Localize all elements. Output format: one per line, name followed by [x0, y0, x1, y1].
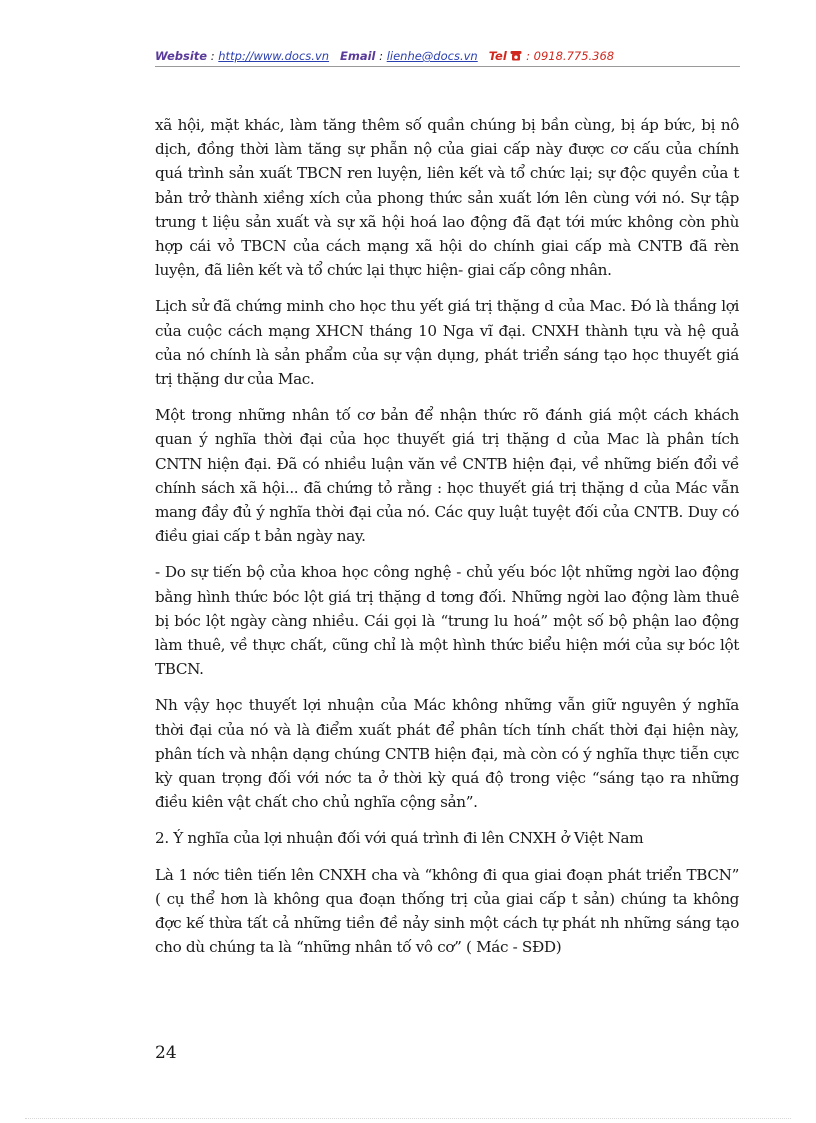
body-paragraph-2: Lịch sử đã chứng minh cho học thu yết giá trị thặng d của Mac. Đó là thắng lợi của cuộc cách mạng XHCN tháng 10 Nga vĩ đại. CNXH thành tựu và hệ quả của nó chính là sản phẩm của sự vận dụng, phát triển sáng tạo học thuyết giá trị thặng dư của Mac.	[155, 297, 739, 389]
website-label: Website	[155, 49, 208, 63]
telephone-icon	[510, 49, 522, 63]
email-sep: :	[375, 49, 387, 63]
body-paragraph-5: Nh vậy học thuyết lợi nhuận của Mác không những vẫn giữ nguyên ý nghĩa thời đại của nó và là điểm xuất phát để phân tích tính chất thời đại hiện này, phân tích và nhận dạng chúng CNTB hiện đại, mà còn có ý nghĩa thực tiễn cực kỳ quan trọng đối với nớc ta ở thời kỳ quá độ trong việc “sáng tạo ra những điều kiên vật chất cho chủ nghĩa cộng sản”.	[155, 696, 739, 812]
page-bottom-border	[25, 1118, 791, 1119]
website-link[interactable]: http://www.docs.vn	[218, 49, 330, 63]
tel-number: 0918.775.368	[533, 49, 615, 63]
email-label: Email	[340, 49, 376, 63]
document-body	[155, 113, 739, 972]
section-heading: 2. Ý nghĩa của lợi nhuận đối với quá trình đi lên CNXH ở Việt Nam	[155, 829, 644, 848]
header-divider	[155, 66, 740, 67]
body-paragraph-6: Là 1 nớc tiên tiến lên CNXH cha và “không đi qua giai đoạn phát triển TBCN” ( cụ thể hơn là không qua đoạn thống trị của giai cấp t sản) chúng ta không đợc kế thừa tất cả những tiền đề nảy sinh một cách tự phát nh những sáng tạo cho dù chúng ta là “những nhân tố vô cơ” ( Mác - SĐD)	[155, 865, 739, 957]
body-paragraph-3: Một trong những nhân tố cơ bản để nhận thức rõ đánh giá một cách khách quan ý nghĩa thời đại của học thuyết giá trị thặng d của Mac là phân tích CNTN hiện đại. Đã có nhiều luận văn về CNTB hiện đại, về những biến đổi về chính sách xã hội... đã chứng tỏ rằng : học thuyết giá trị thặng d của Mác vẫn mang đầy đủ ý nghĩa thời đại của nó. Các quy luật tuyệt đối của CNTB. Duy có điều giai cấp t bản ngày nay.	[155, 406, 739, 546]
tel-sep: :	[522, 49, 534, 63]
page-header	[155, 49, 740, 63]
body-paragraph-1: xã hội, mặt khác, làm tăng thêm số quần chúng bị bần cùng, bị áp bức, bị nô dịch, đồng thời làm tăng sự phẫn nộ của giai cấp này được cơ cấu của chính quá trình sản xuất TBCN ren luyện, liên kết và tổ chức lại; sự độc quyền của t bản trở thành xiềng xích của phong thức sản xuất lớn lên cùng với nó. Sự tập trung t liệu sản xuất và sự xã hội hoá lao động đã đạt tới mức không còn phù hợp cái vỏ TBCN của cách mạng xã hội do chính giai cấp mà CNTB đã rèn luyện, đã liên kết và tổ chức lại thực hiện- giai cấp công nhân.	[155, 116, 739, 280]
website-sep: :	[207, 49, 219, 63]
page-number: 24	[155, 1043, 177, 1063]
email-link[interactable]: lienhe@docs.vn	[386, 49, 478, 63]
body-paragraph-4: - Do sự tiến bộ của khoa học công nghệ - chủ yếu bóc lột những ngời lao động bằng hình thức bóc lột giá trị thặng d tơng đối. Những ngời lao động làm thuê bị bóc lột ngày càng nhiều. Cái gọi là “trung lu hoá” một số bộ phận lao động làm thuê, về thực chất, cũng chỉ là một hình thức biểu hiện mới của sự bóc lột TBCN.	[155, 563, 739, 679]
tel-label: Tel	[488, 49, 507, 63]
